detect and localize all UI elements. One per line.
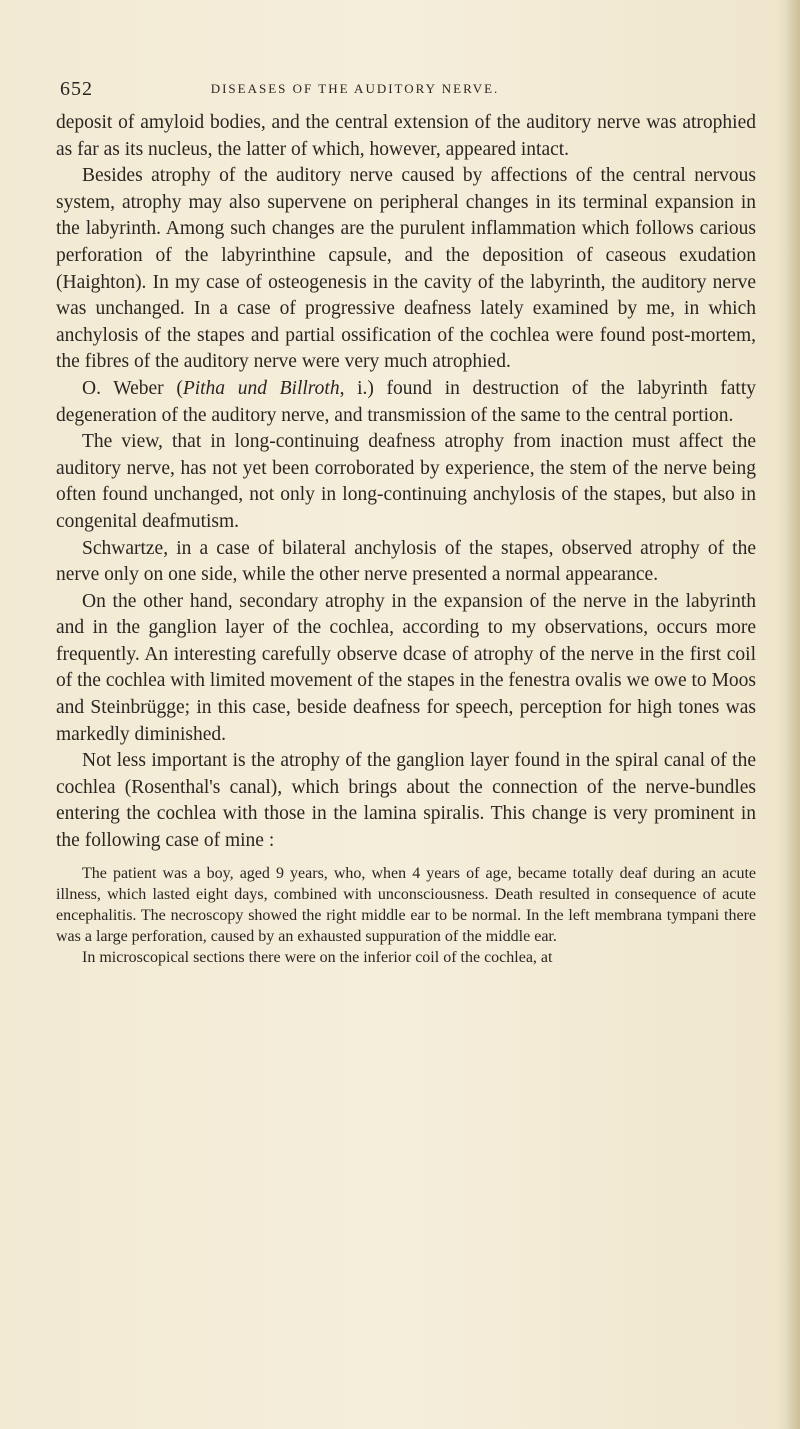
paragraph-ganglion-layer: Not less important is the atrophy of the ganglion layer found in the spiral canal of the cochlea (Rosenthal's canal), which brings about the connection of the nerve-bundles entering the cochlea with those in the lamina spiralis. This change is very prominent in the following case of mine :	[56, 750, 756, 852]
paragraph-weber	[56, 376, 756, 429]
case-paragraph: The patient was a boy, aged 9 years, who, when 4 years of age, became totally deaf during an acute illness, which lasted eight days, combined with unconsciousness. Death resulted in consequence of acute encephalitis. The necroscopy showed the right middle ear to be normal. In the left membrana tympani there was a large perforation, caused by an exhausted suppuration of the middle ear.	[56, 864, 756, 945]
weber-end: , i.) found in destruction of the labyrinth fatty degeneration of the auditory nerve, and transmission of the same to the central portion.	[56, 377, 756, 426]
case-report	[56, 863, 756, 968]
weber-citation: Pitha und Billroth	[182, 377, 340, 399]
paragraph-peripheral-atrophy: Besides atrophy of the auditory nerve caused by affections of the central nervous system, atrophy may also supervene on peripheral changes in its terminal expansion in the labyrinth. Among such changes are the purulent inflammation which follows carious perforation of the labyrinthine capsule, and the deposition of caseous exudation (Haighton). In my case of osteogenesis in the cavity of the labyrinth, the auditory nerve was unchanged. In a case of progressive deafness lately examined by me, in which anchylosis of the stapes and partial ossification of the cochlea were found post-mortem, the fibres of the auditory nerve were very much atrophied.	[56, 165, 756, 373]
running-head: DISEASES OF THE AUDITORY NERVE.	[210, 81, 500, 96]
page-number: 652	[60, 78, 93, 100]
paragraph-secondary-atrophy: On the other hand, secondary atrophy in the expansion of the nerve in the labyrinth and in the ganglion layer of the cochlea, according to my observations, occurs more frequently. An interesting carefully observe dcase of atrophy of the nerve in the first coil of the cochlea with limited movement of the stapes in the fenestra ovalis we owe to Moos and Steinbrügge; in this case, beside deafness for speech, perception for high tones was markedly diminished.	[56, 590, 756, 745]
case-paragraph: In microscopical sections there were on the inferior coil of the cochlea, at	[82, 948, 553, 966]
page-edge-shadow	[786, 0, 800, 1429]
weber-start: O. Weber (	[82, 377, 183, 399]
body-text	[56, 110, 756, 968]
page-header	[60, 78, 760, 102]
paragraph-continued: deposit of amyloid bodies, and the central extension of the auditory nerve was atrophied as far as its nucleus, the latter of which, however, appeared intact.	[56, 112, 756, 160]
paragraph-schwartze: Schwartze, in a case of bilateral anchylosis of the stapes, observed atrophy of the nerve only on one side, while the other nerve presented a normal appearance.	[56, 537, 756, 586]
paragraph-inaction-view: The view, that in long-continuing deafness atrophy from inaction must affect the auditory nerve, has not yet been corroborated by experience, the stem of the nerve being often found unchanged, not only in long-continuing anchylosis of the stapes, but also in congenital deafmutism.	[56, 431, 756, 532]
